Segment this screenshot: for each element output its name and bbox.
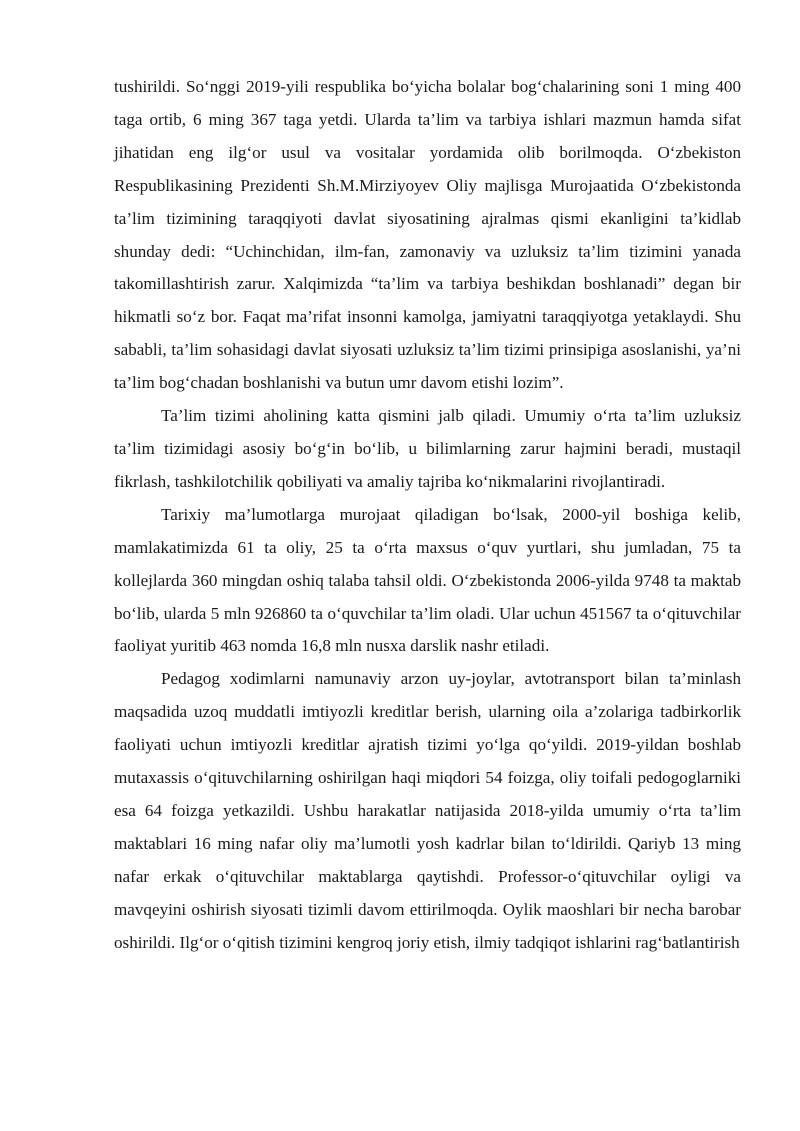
paragraph-teacher-support: Pedagog xodimlarni namunaviy arzon uy-joylar, avtotransport bilan ta’minlash maqsadida uzoq muddatli imtiyozli kreditlar berish, ularning oila a’zolariga tadbirkorlik faoliyati uchun imtiyozli kreditlar ajratish tizimi yo‘lga qo‘yildi. 2019-yildan boshlab mutaxassis o‘qituvchilarning oshirilgan haqi miqdori 54 foizga, oliy toifali pedogoglarniki esa 64 foizga yetkazildi. Ushbu harakatlar natijasida 2018-yilda umumiy o‘rta ta’lim maktablari 16 ming nafar oliy ma’lumotli yosh kadrlar bilan to‘ldirildi. Qariyb 13 ming nafar erkak o‘qituvchilar maktablarga qaytishdi. Professor-o‘qituvchilar oyligi va mavqeyini oshirish siyosati tizimli davom ettirilmoqda. Oylik maoshlari bir necha barobar oshirildi. Ilg‘or o‘qitish tizimini kengroq joriy etish, ilmiy tadqiqot ishlarini rag‘batlantirish — [114, 669, 741, 952]
paragraph-historical-data: Tarixiy ma’lumotlarga murojaat qiladigan bo‘lsak, 2000-yil boshiga kelib, mamlakatimizda 61 ta oliy, 25 ta o‘rta maxsus o‘quv yurtlari, shu jumladan, 75 ta kollejlarda 360 mingdan oshiq talaba tahsil oldi. O‘zbekistonda 2006-yilda 9748 ta maktab bo‘lib, ularda 5 mln 926860 ta o‘quvchilar ta’lim oladi. Ular uchun 451567 ta o‘qituvchilar faoliyat yuritib 463 nomda 16,8 mln nusxa darslik nashr etiladi. — [114, 504, 741, 656]
paragraph-education-system: Ta’lim tizimi aholining katta qismini jalb qiladi. Umumiy o‘rta ta’lim uzluksiz ta’lim tizimidagi asosiy bo‘g‘in bo‘lib, u bilimlarning zarur hajmini beradi, mustaqil fikrlash, tashkilotchilik qobiliyati va amaliy tajriba ko‘nikmalarini rivojlantiradi. — [114, 406, 741, 491]
paragraph-continuation: tushirildi. So‘nggi 2019-yili respublika bo‘yicha bolalar bog‘chalarining soni 1 ming 400 taga ortib, 6 ming 367 taga yetdi. Ularda ta’lim va tarbiya ishlari mazmun hamda sifat jihatidan eng ilg‘or usul va vositalar yordamida olib borilmoqda. O‘zbekiston Respublikasining Prezidenti Sh.M.Mirziyoyev Oliy majlisga Murojaatida O‘zbekistonda ta’lim tizimining taraqqiyoti davlat siyosatining ajralmas qismi ekanligini ta’kidlab shunday dedi: “Uchinchidan, ilm-fan, zamonaviy va uzluksiz ta’lim tizimini yanada takomillashtirish zarur. Xalqimizda “ta’lim va tarbiya beshikdan boshlanadi” degan bir hikmatli so‘z bor. Faqat ma’rifat insonni kamolga, jamiyatni taraqqiyotga yetaklaydi. Shu sababli, ta’lim sohasidagi davlat siyosati uzluksiz ta’lim tizimi prinsipiga asoslanishi, ya’ni ta’lim bog‘chadan boshlanishi va butun umr davom etishi lozim”. — [114, 77, 741, 393]
document-page — [114, 71, 741, 959]
